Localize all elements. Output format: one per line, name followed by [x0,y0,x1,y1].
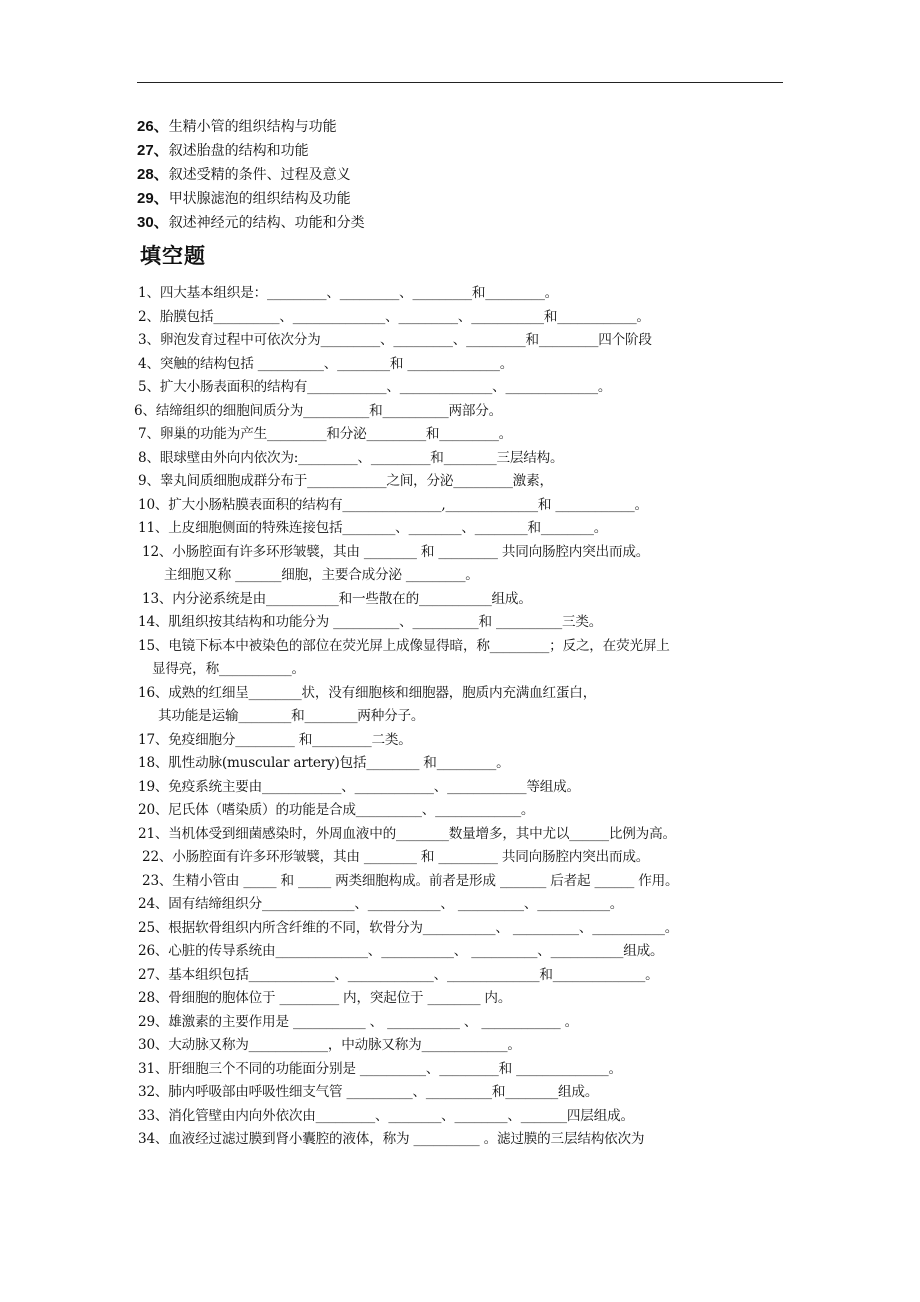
essay-question-list [137,115,365,235]
fill-blank-question: 14、肌组织按其结构和功能分为 __________、__________和 __________三类。 [138,614,603,630]
essay-question-number: 29、 [137,190,169,207]
fill-blank-question: 26、心脏的传导系统由______________、___________、 __________、___________组成。 [138,943,664,959]
essay-question-text: 生精小管的组织结构与功能 [168,119,337,135]
fill-blank-question: 4、突触的结构包括 __________、________和 ______________。 [138,355,514,372]
essay-question [137,163,365,187]
fill-blank-question: 33、消化管壁由内向外依次由_________、________、________、_______四层组成。 [138,1107,634,1124]
fill-blank-question: 5、扩大小肠表面积的结构有____________、______________、______________。 [138,379,612,395]
fill-blank-question: 29、雄激素的主要作用是 ___________ 、 ___________ 、 ____________ 。 [138,1013,579,1030]
essay-question-number: 26、 [137,118,169,135]
fill-blank-question: 9、睾丸间质细胞成群分布于____________之间，分泌_________激素， [138,473,553,489]
essay-question-number: 28、 [137,166,169,183]
essay-question [137,115,365,139]
fill-blank-question: 16、成熟的红细呈________状，没有细胞核和细胞器，胞质内充满血红蛋白， [138,684,597,701]
essay-question [137,211,365,235]
fill-blank-question: 30、大动脉又称为____________，中动脉又称为_____________。 [138,1037,521,1053]
fill-blank-question: 18、肌性动脉(muscular artery)包括________ 和_________。 [138,755,510,771]
fill-blank-question: 2、胎膜包括__________、______________、_________、___________和____________。 [138,308,650,325]
essay-question-text: 甲状腺滤泡的组织结构及功能 [168,191,351,207]
fill-blank-question: 19、免疫系统主要由____________、____________、____________等组成。 [138,778,580,795]
essay-question-text: 叙述受精的条件、过程及意义 [168,167,351,183]
fill-blank-question: 12、小肠腔面有许多环形皱襞，其由 ________ 和 _________ 共同向肠腔内突出而成。 [142,543,650,560]
essay-question [137,139,365,163]
fill-blank-question: 22、小肠腔面有许多环形皱襞，其由 ________ 和 _________ 共同向肠腔内突出而成。 [142,849,650,865]
essay-question-number: 30、 [137,214,169,231]
fill-blank-question: 13、内分泌系统是由___________和一些散在的___________组成。 [142,590,532,607]
fill-blank-question: 8、眼球壁由外向内依次为:_________、_________和________三层结构。 [138,449,564,466]
fill-blank-question: 11、上皮细胞侧面的特殊连接包括________、________、________和________。 [138,520,608,536]
fill-blank-question: 24、固有结缔组织分______________、___________、 __________、___________。 [138,896,624,912]
section-title: 填空题 [140,244,206,268]
fill-blank-question-list [130,282,790,1152]
fill-blank-question: 20、尼氏体（嗜染质）的功能是合成__________、_____________。 [138,802,535,818]
header-rule [137,82,783,83]
essay-question-text: 叙述神经元的结构、功能和分类 [168,215,365,231]
fill-blank-question: 32、肺内呼吸部由呼吸性细支气管 __________、__________和________组成。 [138,1084,599,1100]
fill-blank-question: 主细胞又称 _______细胞，主要合成分泌 _________。 [164,567,479,583]
fill-blank-question: 21、当机体受到细菌感染时，外周血液中的________数量增多，其中尤以______比例为高。 [138,825,676,842]
fill-blank-question: 31、肝细胞三个不同的功能面分别是 __________、_________和 ______________。 [138,1060,622,1077]
fill-blank-question: 显得亮，称___________。 [152,661,305,677]
fill-blank-question: 15、电镜下标本中被染色的部位在荧光屏上成像显得暗，称_________；反之，在荧光屏上 [138,637,670,654]
fill-blank-question: 23、生精小管由 _____ 和 _____ 两类细胞构成。前者是形成 _______ 后者起 ______ 作用。 [142,872,679,889]
fill-blank-question: 28、骨细胞的胞体位于 _________ 内，突起位于 ________ 内。 [138,990,512,1006]
fill-blank-question: 6、结缔组织的细胞间质分为__________和__________两部分。 [134,402,503,419]
essay-question-number: 27、 [137,142,169,159]
fill-blank-question: 1、四大基本组织是：_________、_________、_________和_________。 [138,285,559,301]
fill-blank-question: 17、免疫细胞分_________ 和_________二类。 [138,731,412,748]
fill-blank-question: 27、基本组织包括_____________、_____________、______________和______________。 [138,966,659,983]
fill-blank-question: 10、扩大小肠粘膜表面积的结构有_______________,______________和 ____________。 [138,496,648,513]
essay-question [137,187,365,211]
fill-blank-question: 7、卵巢的功能为产生_________和分泌_________和_________。 [138,426,513,442]
fill-blank-question: 3、卵泡发育过程中可依次分为_________、_________、_________和_________四个阶段 [138,332,652,348]
fill-blank-question: 34、血液经过滤过膜到肾小囊腔的液体，称为 __________ 。滤过膜的三层结构依次为 [138,1131,645,1147]
fill-blank-question: 其功能是运输________和________两种分子。 [158,708,425,724]
fill-blank-question: 25、根据软骨组织内所含纤维的不同，软骨分为___________、 __________、___________。 [138,919,679,936]
essay-question-text: 叙述胎盘的结构和功能 [168,143,309,159]
